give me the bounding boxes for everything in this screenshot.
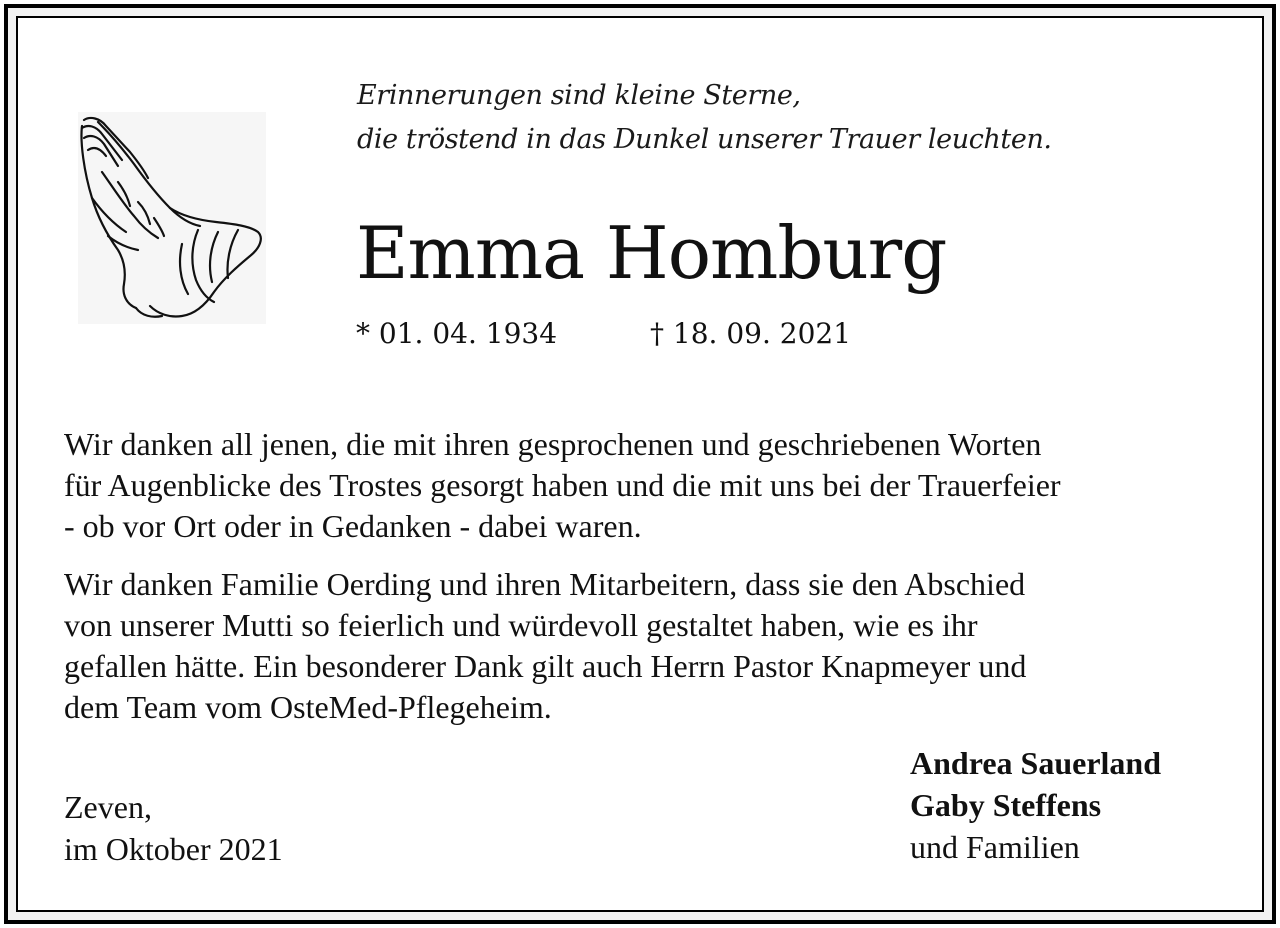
text-line: dem Team vom OsteMed-Pflegeheim. xyxy=(64,689,552,725)
quote-line: die tröstend in das Dunkel unserer Trauer leuchten. xyxy=(357,124,1052,155)
praying-hands-icon xyxy=(78,112,266,324)
signer-families: und Familien xyxy=(910,829,1080,865)
text-line: Wir danken all jenen, die mit ihren gesprochenen und geschriebenen Worten xyxy=(64,426,1042,462)
signers-block xyxy=(910,742,1161,868)
place-and-date xyxy=(64,786,283,870)
text-line: für Augenblicke des Trostes gesorgt haben und die mit uns bei der Trauerfeier xyxy=(64,467,1061,503)
quote-line: Erinnerungen sind kleine Sterne, xyxy=(357,80,801,111)
text-line: gefallen hätte. Ein besonderer Dank gilt auch Herrn Pastor Knapmeyer und xyxy=(64,648,1027,684)
text-line: Wir danken Familie Oerding und ihren Mitarbeitern, dass sie den Abschied xyxy=(64,566,1026,602)
death-date: † 18. 09. 2021 xyxy=(650,317,852,350)
signer-name: Gaby Steffens xyxy=(910,787,1102,823)
date-line: im Oktober 2021 xyxy=(64,831,283,867)
deceased-name: Emma Homburg xyxy=(356,211,947,295)
text-line: von unserer Mutti so feierlich und würdevoll gestaltet haben, wie es ihr xyxy=(64,607,978,643)
text-line: - ob vor Ort oder in Gedanken - dabei waren. xyxy=(64,508,642,544)
signer-name: Andrea Sauerland xyxy=(910,745,1162,781)
birth-date: * 01. 04. 1934 xyxy=(356,317,558,350)
place-line: Zeven, xyxy=(64,789,152,825)
thanks-paragraph-2 xyxy=(64,564,1214,728)
thanks-paragraph-1 xyxy=(64,424,1214,547)
memorial-quote xyxy=(357,74,1117,162)
